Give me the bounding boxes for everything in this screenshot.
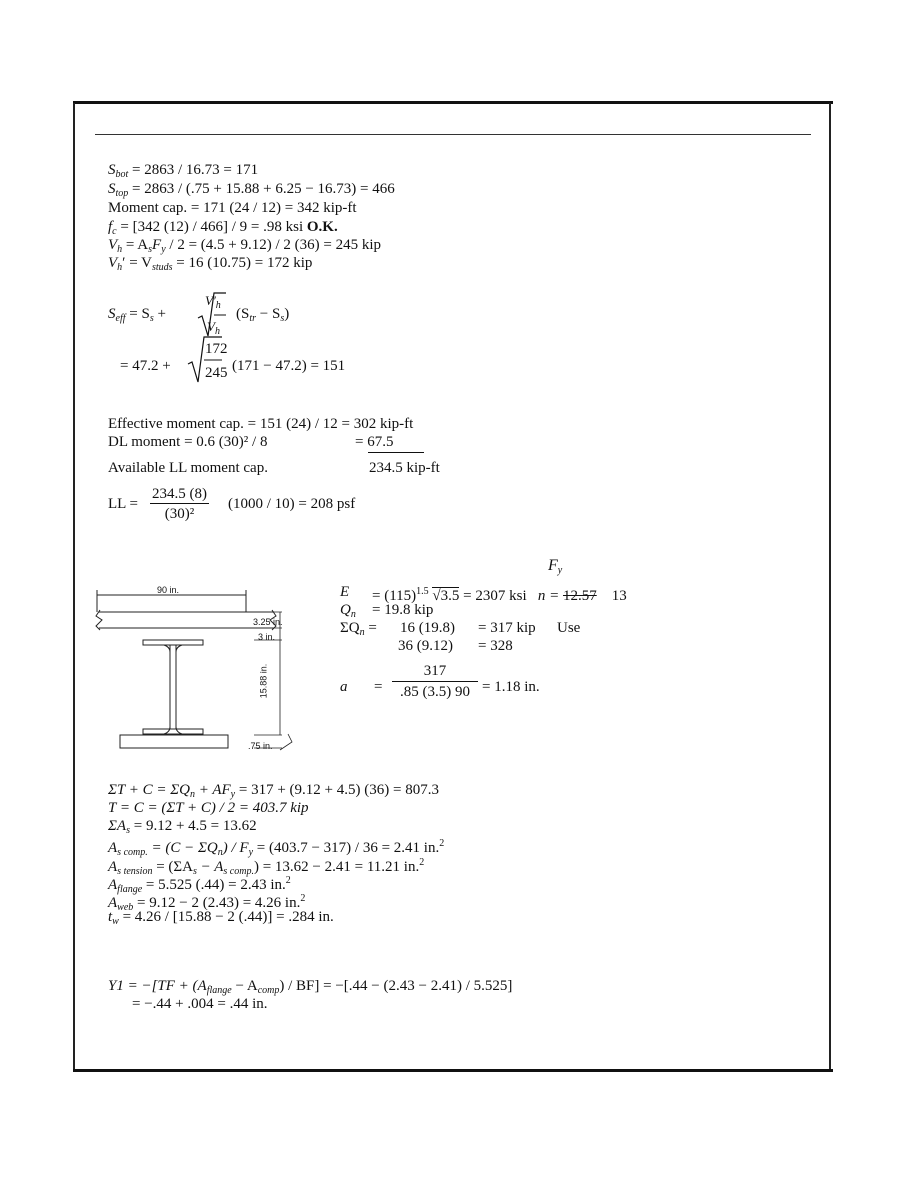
width-label: 90 in. bbox=[157, 585, 180, 595]
beam-depth-label: 15.88 in. bbox=[258, 663, 269, 699]
e-lhs: E bbox=[340, 584, 350, 600]
available-ll-right: 234.5 kip-ft bbox=[369, 460, 440, 476]
moment-cap-line: Moment cap. = 171 (24 / 12) = 342 kip-ft bbox=[108, 200, 357, 216]
slab-thickness-label: 3.25 in. bbox=[253, 617, 283, 627]
vh-line: $V_h = A_sF_y / 2 = (4.5 + 9.12) / 2$ (36) = 245 kip bbox=[108, 237, 382, 255]
a-flange-line: $A_{flange} = 5.525$ (.44) = 2.43 in.$^2$ bbox=[108, 875, 291, 895]
t-equals-c-line: T = C = (ΣT + C) / 2 = 403.7 kip bbox=[108, 800, 309, 816]
dl-moment-left: DL moment = 0.6 (30)² / 8 bbox=[108, 434, 268, 450]
fc-line: $f_c = [342$ (12) / 466] / 9 = .98 ksi O.K. bbox=[108, 219, 338, 237]
seff-line2-den: 245 bbox=[205, 365, 228, 381]
ll-num: 234.5 (8) bbox=[152, 486, 207, 502]
ok-label: O.K. bbox=[306, 219, 338, 235]
seff-rad-num: $V'_h$ bbox=[205, 293, 221, 311]
sum-qn-a: 16 (19.8) bbox=[400, 620, 455, 636]
effective-moment-line: Effective moment cap. = 151 (24) / 12 = 302 kip-ft bbox=[108, 416, 414, 432]
s-top-line: $S_{top} = 2863 / (.75 + 15.88 + 6.25 - 16.73) = 466$ bbox=[108, 181, 395, 199]
tw-line: $t_w = 4.26 / [15.88 - 2$ (.44)] = .284 in. bbox=[108, 909, 334, 927]
qn-value: = 19.8 kip bbox=[372, 602, 434, 618]
plate-thickness-label: .75 in. bbox=[248, 741, 273, 751]
deck-depth-label: 3 in. bbox=[258, 632, 276, 642]
seff-line2-num: 172 bbox=[205, 341, 228, 357]
seff-rad-den: $V_h$ bbox=[207, 319, 220, 337]
sum-t-c-line: $\Sigma T + C = \Sigma Q_n + AF_y = 317 + (9.12 + 4.5) (36) = 807.3$ bbox=[108, 782, 439, 800]
bottom-rule bbox=[73, 1069, 833, 1072]
dl-moment-right: = 67.5 bbox=[355, 434, 394, 450]
available-ll-left: Available LL moment cap. bbox=[108, 460, 268, 476]
seff-line2-eq: = 47.2 + bbox=[120, 358, 171, 374]
ll-tail: (1000 / 10) = 208 psf bbox=[228, 496, 356, 512]
beam-section-diagram bbox=[94, 582, 304, 762]
seff-line2-tail: (171 − 47.2) = 151 bbox=[232, 358, 346, 374]
sum-rule bbox=[368, 452, 424, 453]
a-fraction bbox=[392, 661, 478, 702]
ll-den: (30)² bbox=[164, 506, 195, 522]
sum-as-line: $\Sigma A_s = 9.12 + 4.5 = 13.62$ bbox=[108, 818, 257, 836]
a-result: = 1.18 in. bbox=[482, 679, 540, 695]
a-lhs: a bbox=[340, 679, 348, 695]
qn-line: $Q_n$ bbox=[340, 602, 356, 620]
y1-result-line: = −.44 + .004 = .44 in. bbox=[132, 996, 268, 1012]
as-comp-line: $A_{s comp.} = (C - \Sigma Q_n) / F_y = (403.7 - 317) / 36 = 2.41$ in.$^2$ bbox=[108, 838, 445, 858]
ll-lhs: LL = bbox=[108, 496, 138, 512]
a-eq: = bbox=[374, 679, 383, 695]
use-label: Use bbox=[557, 620, 581, 636]
a-den: .85 (3.5) 90 bbox=[400, 684, 470, 700]
sum-qn-lhs: $\Sigma Q_n$ = bbox=[340, 620, 377, 638]
vh-prime-line: $V_h' = V_{studs} = 16$ (10.75) = 172 kip bbox=[108, 255, 313, 273]
seff-tail: $(S_{tr} - S_s)$ bbox=[236, 306, 290, 324]
modular-ratio: 13 bbox=[611, 588, 627, 604]
sum-qn-b-result: = 328 bbox=[478, 638, 513, 654]
header-rule bbox=[95, 134, 811, 135]
seff-lhs: $S_{eff} = S_s$ + bbox=[108, 306, 166, 324]
sum-qn-b: 36 (9.12) bbox=[398, 638, 453, 654]
a-web-line: $A_{web} = 9.12 - 2$ (2.43) = 4.26 in.$^2$ bbox=[108, 893, 306, 913]
struck-modular-ratio: 12.57 bbox=[562, 588, 597, 604]
fy-label: $F_y$ bbox=[548, 557, 563, 576]
a-num: 317 bbox=[392, 661, 478, 682]
ll-fraction bbox=[150, 485, 209, 524]
as-tension-line: $A_{s tension} = (\Sigma A_s - A_{s comp.}) = 13.62 - 2.41 = 11.21$ in.$^2$ bbox=[108, 857, 425, 877]
s-bot-line: $S_{bot} = 2863 / 16.73 = 171$ bbox=[108, 162, 259, 180]
y1-line: $Y1 = -[TF + (A_{flange} - A_{comp}) / BF] = -[.44 - (2.43 - 2.41) / 5.525]$ bbox=[108, 978, 513, 996]
e-equation: = $(115)^{1.5}$ √3.5 = 2307 ksi n = 12.57 13 bbox=[372, 586, 627, 604]
sum-qn-a-result: = 317 kip bbox=[478, 620, 536, 636]
